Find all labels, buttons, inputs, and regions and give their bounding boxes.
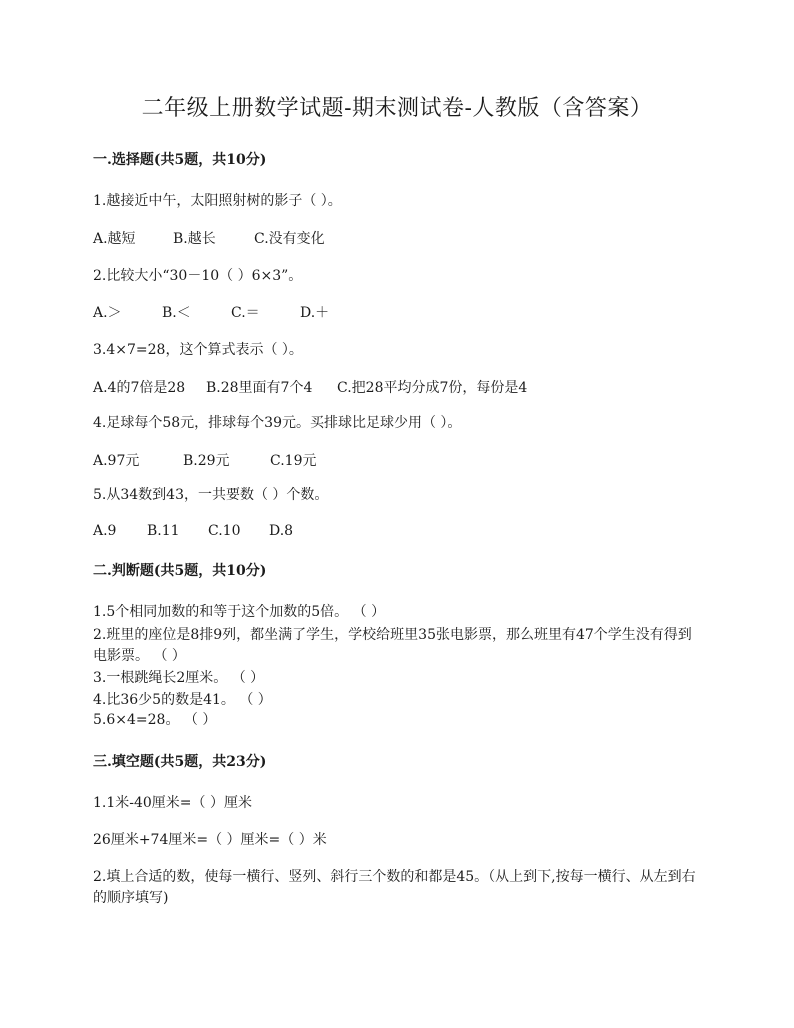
judgement-item-3: 3.一根跳绳长2厘米。 （ ） <box>93 670 265 686</box>
option-2b: B.＜ <box>162 305 191 321</box>
question-4: 4.足球每个58元，排球每个39元。买排球比足球少用（ ）。 <box>93 415 462 431</box>
judgement-item-1: 1.5个相同加数的和等于这个加数的5倍。 （ ） <box>93 604 386 620</box>
option-5b: B.11 <box>147 523 180 539</box>
question-3: 3.4×7=28，这个算式表示（ ）。 <box>93 342 303 358</box>
question-5: 5.从34数到43，一共要数（ ）个数。 <box>93 487 329 503</box>
question-1: 1.越接近中午，太阳照射树的影子（ ）。 <box>93 193 342 209</box>
option-3a: A.4的7倍是28 <box>93 380 186 396</box>
option-2d: D.＋ <box>300 305 330 321</box>
fill-item-1: 1.1米-40厘米=（ ）厘米 <box>93 795 252 811</box>
option-5c: C.10 <box>208 523 241 539</box>
fill-item-2: 2.填上合适的数，使每一横行、竖列、斜行三个数的和都是45。（从上到下,按每一横行、从左到右的顺序填写) <box>93 869 696 906</box>
section-heading-judgement: 二.判断题(共5题，共10分) <box>93 563 267 579</box>
judgement-item-5: 5.6×4=28。 （ ） <box>93 712 217 728</box>
option-3b: B.28里面有7个4 <box>206 380 313 396</box>
question-2: 2.比较大小“30－10（ ）6×3”。 <box>93 268 303 284</box>
option-4c: C.19元 <box>270 453 317 469</box>
section-heading-choice: 一.选择题(共5题，共10分) <box>93 152 267 168</box>
option-5a: A.9 <box>93 523 117 539</box>
judgement-item-4: 4.比36少5的数是41。 （ ） <box>93 692 272 708</box>
option-2c: C.＝ <box>231 305 260 321</box>
option-1c: C.没有变化 <box>254 231 325 247</box>
section-heading-fill: 三.填空题(共5题，共23分) <box>93 754 267 770</box>
page-title: 二年级上册数学试题-期末测试卷-人教版（含答案） <box>141 96 653 121</box>
option-1b: B.越长 <box>173 231 216 247</box>
option-5d: D.8 <box>269 523 294 539</box>
option-3c: C.把28平均分成7份，每份是4 <box>337 380 528 396</box>
option-4a: A.97元 <box>93 453 140 469</box>
option-2a: A.＞ <box>93 305 122 321</box>
judgement-item-2: 2.班里的座位是8排9列，都坐满了学生，学校给班里35张电影票，那么班里有47个学生没有得到电影票。 （ ） <box>93 627 692 664</box>
fill-item-1b: 26厘米+74厘米=（ ）厘米=（ ）米 <box>93 832 327 848</box>
option-4b: B.29元 <box>183 453 230 469</box>
option-1a: A.越短 <box>93 231 136 247</box>
